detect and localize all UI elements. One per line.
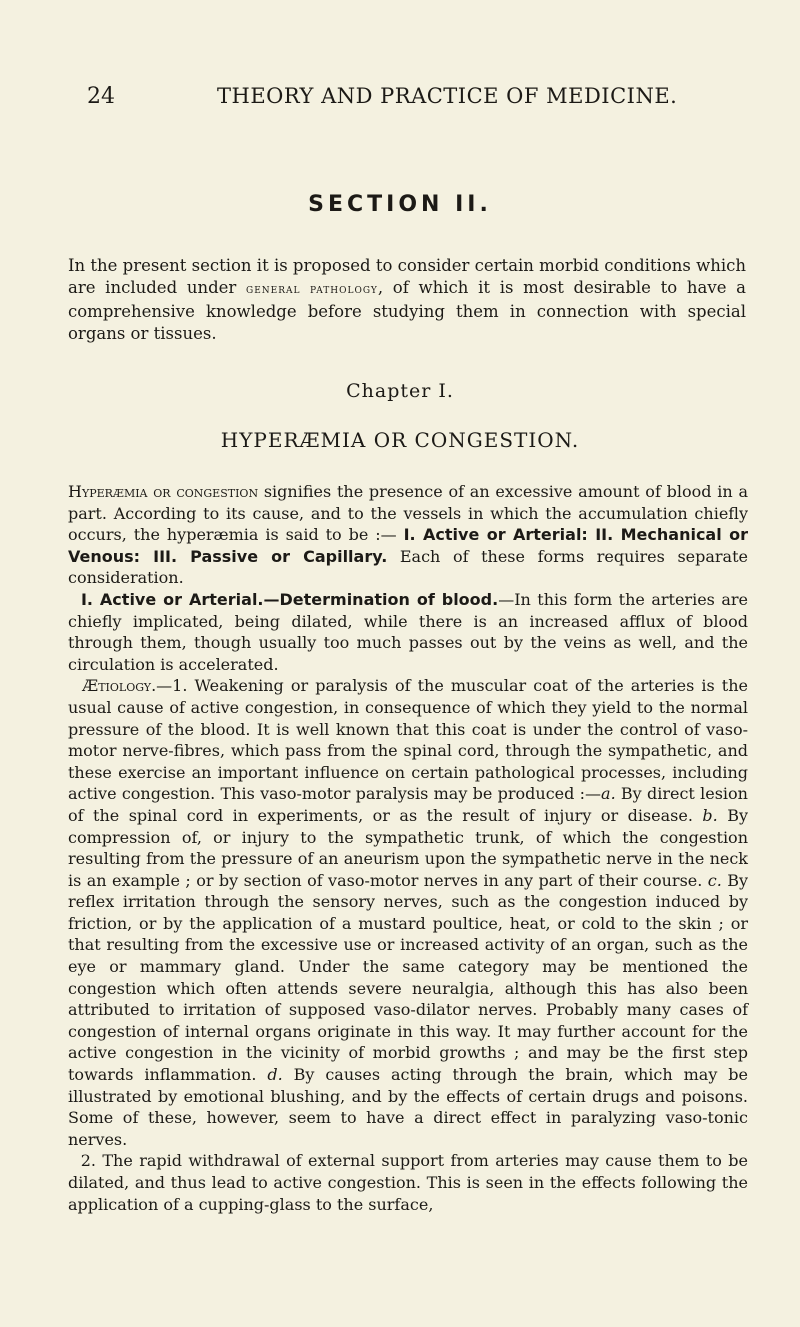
definition-term: Hyperæmia or congestion — [68, 482, 259, 501]
chapter-title: HYPERÆMIA OR CONGESTION. — [220, 428, 580, 452]
withdrawal-paragraph — [68, 1150, 748, 1215]
definition-kinds: I. Active or Arterial: II. Mechanical or Venous: III. Passive or Capillary. — [68, 525, 748, 566]
aetiology-text-b: By direct lesion of the spinal cord in experiments, or as the result of injury or disease. — [68, 784, 748, 825]
general-pathology-term: general pathology — [246, 282, 378, 297]
marker-a: a. — [601, 784, 616, 804]
definition-text: signifies the presence of an excessive amount of blood in a part. According to its cause, and to the vessels in which the accumulation chiefly occurs, the hyperæmia is said to be :— — [68, 482, 748, 545]
intro-text-end: , of which it is most desirable to have a comprehensive knowledge before studying them in connection with special organs or tissues. — [68, 278, 746, 343]
active-text: —In this form the arteries are chiefly implicated, being dilated, while there is an increased afflux of blood through them, though usually too much passes out by the veins as well, and the circulation is accelerated. — [68, 589, 748, 674]
aetiology-heading: Ætiology. — [82, 676, 157, 696]
withdrawal-text: 2. The rapid withdrawal of external support from arteries may cause them to be dilated, and thus lead to active congestion. This is seen in the effects following the application of a cupping-glass to the surface, — [68, 1151, 749, 1214]
intro-text: In the present section it is proposed to consider certain morbid conditions which are included under — [68, 256, 747, 297]
active-heading: I. Active or Arterial.—Determination of blood. — [80, 589, 499, 609]
definition-paragraph — [68, 481, 748, 589]
intro-paragraph — [68, 255, 746, 345]
page-number: 24 — [87, 84, 115, 109]
aetiology-text-a: —1. Weakening or paralysis of the muscular coat of the arteries is the usual cause of active congestion, in consequence of which they yield to the normal pressure of the blood. It is well known that this coat is under the control of vaso-motor nerve-fibres, which pass from the spinal cord, through the sympathetic, and these exercise an important influence on certain pathological processes, including active congestion. This vaso-motor paralysis may be produced :— — [68, 676, 749, 804]
aetiology-paragraph — [68, 675, 748, 1150]
chapter-label: Chapter I. — [346, 380, 454, 402]
aetiology-text-c: By compression of, or injury to the sympathetic trunk, of which the congestion resulting from the pressure of an aneurism upon the sympathetic nerve in the neck is an example ; or by section of vaso-motor nerves in any part of their course. — [68, 805, 748, 890]
marker-d: d. — [267, 1065, 283, 1085]
definition-text-after: Each of these forms requires separate consideration. — [68, 546, 748, 588]
active-paragraph — [68, 589, 748, 675]
running-head — [87, 84, 713, 114]
aetiology-text-e: By causes acting through the brain, which may be illustrated by emotional blushing, and by the effects of certain drugs and poisons. Some of these, however, seem to have a direct effect in paralyzing vaso-tonic nerves. — [68, 1065, 749, 1149]
marker-c: c. — [707, 870, 722, 890]
section-title: SECTION II. — [308, 192, 492, 217]
running-title: THEORY AND PRACTICE OF MEDICINE. — [217, 84, 678, 108]
aetiology-text-d: By reflex irritation through the sensory nerves, such as the congestion induced by friction, or by the application of a mustard poultice, heat, or cold to the skin ; or that resulting from the excessive use or increased activity of an organ, such as the eye or mammary gland. Under the same category may be mentioned the congestion which often attends severe neuralgia, although this has also been attributed to irritation of supposed vaso-dilator nerves. Probably many cases of congestion of internal organs originate in this way. It may further account for the active congestion in the vicinity of morbid growths ; and may be the first step towards inflammation. — [68, 870, 748, 1085]
marker-b: b. — [702, 805, 718, 825]
chapter-body — [68, 481, 748, 1215]
